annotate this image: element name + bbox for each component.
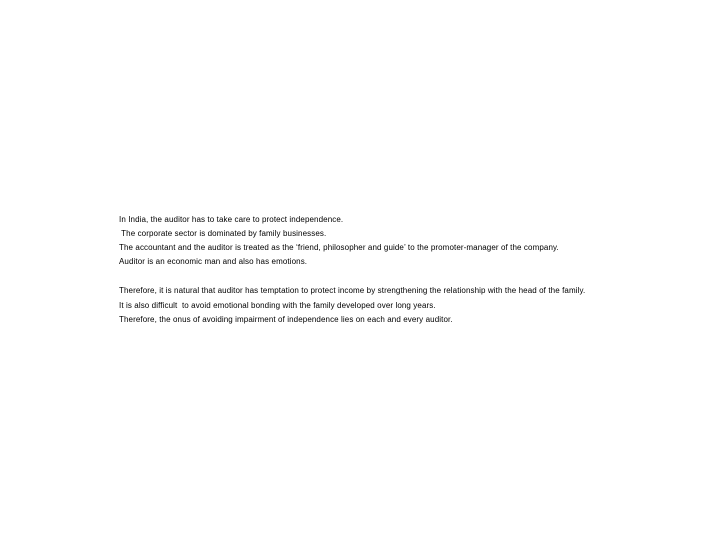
text-line: The accountant and the auditor is treated as the ‘friend, philosopher and guide’ to the promoter-manager of the company. — [119, 243, 559, 252]
text-line: In India, the auditor has to take care to protect independence. — [119, 215, 344, 224]
text-line: Therefore, it is natural that auditor has temptation to protect income by strengthening the relationship with the head of the family. — [119, 286, 586, 295]
body-text — [119, 213, 619, 327]
text-line: Therefore, the onus of avoiding impairment of independence lies on each and every auditor. — [119, 315, 453, 324]
text-line: The corporate sector is dominated by family businesses. — [119, 229, 327, 238]
text-line: It is also difficult to avoid emotional bonding with the family developed over long years. — [119, 301, 436, 310]
paragraph-gap — [119, 269, 619, 285]
text-line: Auditor is an economic man and also has emotions. — [119, 257, 308, 266]
